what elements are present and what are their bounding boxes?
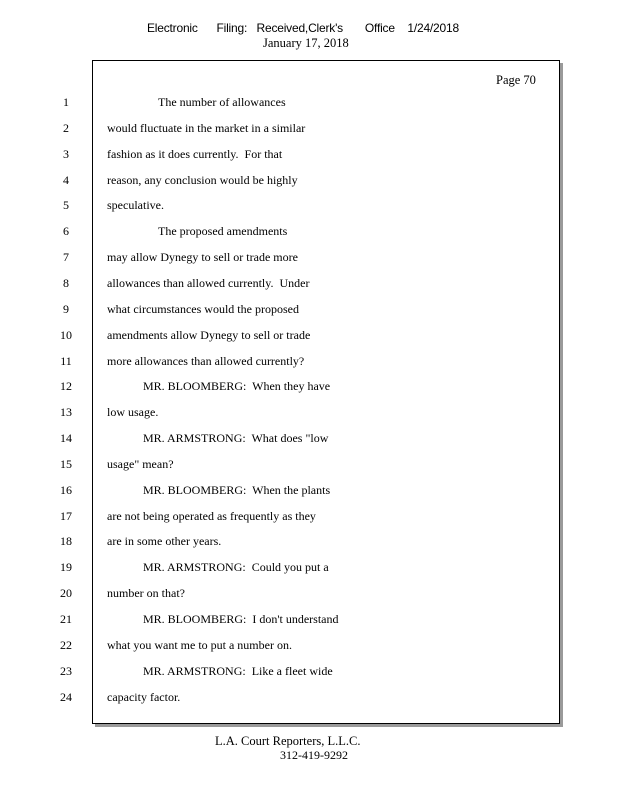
line-number: 6 <box>63 224 69 238</box>
line-number: 17 <box>60 509 72 523</box>
line-number: 21 <box>60 612 72 626</box>
transcript-line-text: may allow Dynegy to sell or trade more <box>107 250 298 264</box>
transcript-line-text: MR. BLOOMBERG: I don't understand <box>143 612 339 626</box>
transcript-line-text: MR. BLOOMBERG: When the plants <box>143 483 331 497</box>
transcript-line-text: are not being operated as frequently as they <box>107 509 316 523</box>
line-number: 16 <box>60 483 72 497</box>
line-number: 8 <box>63 276 69 290</box>
filing-stamp: Electronic Filing: Received,Clerk's Office 1/24/2018 <box>147 21 459 35</box>
transcript-line-text: more allowances than allowed currently? <box>107 354 305 368</box>
transcript-line-text: fashion as it does currently. For that <box>107 147 283 161</box>
line-number: 7 <box>63 250 69 264</box>
transcript-line-text: allowances than allowed currently. Under <box>107 276 310 290</box>
transcript-line-text: reason, any conclusion would be highly <box>107 173 298 187</box>
transcript-line-text: usage" mean? <box>107 457 174 471</box>
transcript-line-text: would fluctuate in the market in a similar <box>107 121 306 135</box>
court-reporter-phone: 312-419-9292 <box>280 748 348 762</box>
line-number: 13 <box>60 405 72 419</box>
page-number: Page 70 <box>496 73 536 87</box>
line-number: 11 <box>60 354 72 368</box>
transcript-line-text: low usage. <box>107 405 159 419</box>
line-number: 4 <box>63 173 69 187</box>
line-number: 15 <box>60 457 72 471</box>
transcript-line-text: amendments allow Dynegy to sell or trade <box>107 328 311 342</box>
court-reporter-name: L.A. Court Reporters, L.L.C. <box>215 734 361 748</box>
transcript-line-text: speculative. <box>107 198 164 212</box>
line-number: 12 <box>60 379 72 393</box>
line-number: 10 <box>60 328 72 342</box>
transcript-line-text: number on that? <box>107 586 185 600</box>
transcript-line-text: MR. ARMSTRONG: What does "low <box>143 431 329 445</box>
line-number: 19 <box>60 560 72 574</box>
line-number: 14 <box>60 431 72 445</box>
line-number: 24 <box>60 690 72 704</box>
line-number: 1 <box>63 95 69 109</box>
line-number: 2 <box>63 121 69 135</box>
line-number: 9 <box>63 302 69 316</box>
transcript-line-text: MR. ARMSTRONG: Could you put a <box>143 560 329 574</box>
line-number: 22 <box>60 638 72 652</box>
line-number: 23 <box>60 664 72 678</box>
transcript-line-text: MR. BLOOMBERG: When they have <box>143 379 331 393</box>
line-number: 3 <box>63 147 69 161</box>
line-number: 18 <box>60 534 72 548</box>
transcript-line-text: capacity factor. <box>107 690 181 704</box>
transcript-line-text: what you want me to put a number on. <box>107 638 292 652</box>
line-number: 5 <box>63 198 69 212</box>
transcript-line-text: what circumstances would the proposed <box>107 302 299 316</box>
line-number: 20 <box>60 586 72 600</box>
transcript-line-text: MR. ARMSTRONG: Like a fleet wide <box>143 664 333 678</box>
transcript-line-text: The number of allowances <box>158 95 286 109</box>
transcript-line-text: are in some other years. <box>107 534 222 548</box>
transcript-line-text: The proposed amendments <box>158 224 288 238</box>
transcript-date: January 17, 2018 <box>263 36 349 50</box>
